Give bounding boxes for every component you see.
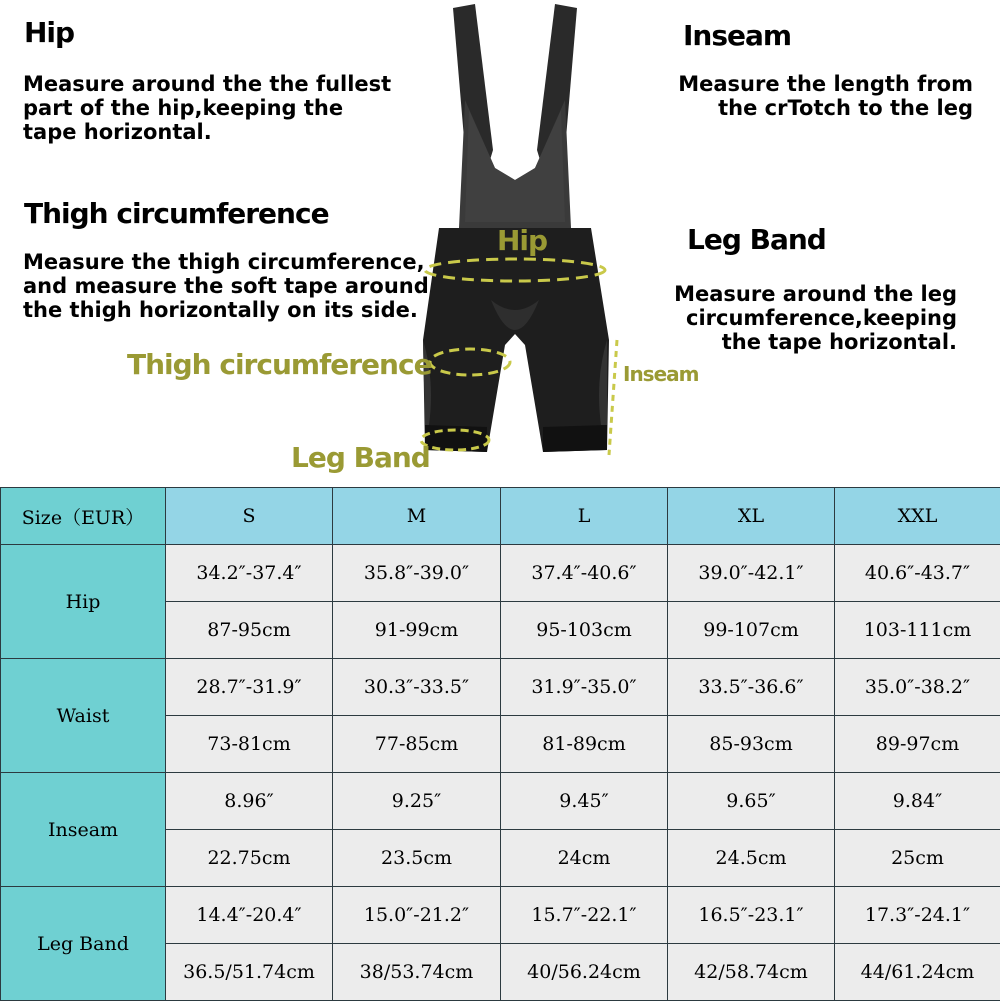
table-cell: 42/58.74cm [668,944,835,1001]
size-header-xl: XL [668,488,835,545]
table-cell: 81-89cm [501,716,668,773]
table-cell: 38/53.74cm [333,944,501,1001]
table-cell: 23.5cm [333,830,501,887]
size-header-label: Size（EUR） [1,488,166,545]
table-cell: 36.5/51.74cm [166,944,333,1001]
table-cell: 31.9″-35.0″ [501,659,668,716]
leg-band-guide-title: Leg Band [687,223,826,256]
thigh-image-label: Thigh circumference [127,348,432,381]
table-row [1,545,1000,602]
table-cell: 9.45″ [501,773,668,830]
table-cell: 8.96″ [166,773,333,830]
table-cell: 35.0″-38.2″ [835,659,1000,716]
table-row [1,659,1000,716]
table-cell: 40/56.24cm [501,944,668,1001]
size-header-s: S [166,488,333,545]
table-cell: 15.0″-21.2″ [333,887,501,944]
table-cell: 9.65″ [668,773,835,830]
hip-guide-title: Hip [24,16,74,49]
hip-guide-description: Measure around the the fullest part of the hip,keeping the tape horizontal. [23,72,391,144]
table-cell: 15.7″-22.1″ [501,887,668,944]
size-table [0,487,1000,1001]
row-label-hip: Hip [1,545,166,659]
table-cell: 25cm [835,830,1000,887]
table-cell: 14.4″-20.4″ [166,887,333,944]
table-cell: 22.75cm [166,830,333,887]
table-cell: 9.84″ [835,773,1000,830]
table-cell: 91-99cm [333,602,501,659]
measurement-guide [0,0,1000,486]
row-label-inseam: Inseam [1,773,166,887]
size-header-xxl: XXL [835,488,1000,545]
table-cell: 99-107cm [668,602,835,659]
table-cell: 77-85cm [333,716,501,773]
table-cell: 34.2″-37.4″ [166,545,333,602]
table-cell: 37.4″-40.6″ [501,545,668,602]
table-cell: 16.5″-23.1″ [668,887,835,944]
table-cell: 35.8″-39.0″ [333,545,501,602]
table-cell: 24cm [501,830,668,887]
table-cell: 103-111cm [835,602,1000,659]
size-header-row [1,488,1000,545]
row-label-waist: Waist [1,659,166,773]
table-cell: 28.7″-31.9″ [166,659,333,716]
table-cell: 87-95cm [166,602,333,659]
table-cell: 9.25″ [333,773,501,830]
thigh-guide-description: Measure the thigh circumference, and measure the soft tape around the thigh horizontally on its side. [23,250,429,322]
thigh-guide-title: Thigh circumference [24,197,329,230]
leg-band-guide-description: Measure around the leg circumference,keeping the tape horizontal. [674,282,957,354]
table-cell: 85-93cm [668,716,835,773]
table-cell: 44/61.24cm [835,944,1000,1001]
table-cell: 30.3″-33.5″ [333,659,501,716]
table-cell: 89-97cm [835,716,1000,773]
table-cell: 73-81cm [166,716,333,773]
inseam-guide-description: Measure the length from the crTotch to the leg [678,72,973,120]
inseam-image-label: Inseam [623,362,698,386]
inseam-guide-title: Inseam [683,19,791,52]
leg-band-image-label: Leg Band [291,441,430,474]
hip-image-label: Hip [497,224,547,257]
table-cell: 95-103cm [501,602,668,659]
table-cell: 39.0″-42.1″ [668,545,835,602]
size-header-l: L [501,488,668,545]
table-cell: 33.5″-36.6″ [668,659,835,716]
size-header-m: M [333,488,501,545]
row-label-leg-band: Leg Band [1,887,166,1001]
table-cell: 40.6″-43.7″ [835,545,1000,602]
table-row [1,773,1000,830]
table-row [1,887,1000,944]
table-cell: 24.5cm [668,830,835,887]
table-cell: 17.3″-24.1″ [835,887,1000,944]
